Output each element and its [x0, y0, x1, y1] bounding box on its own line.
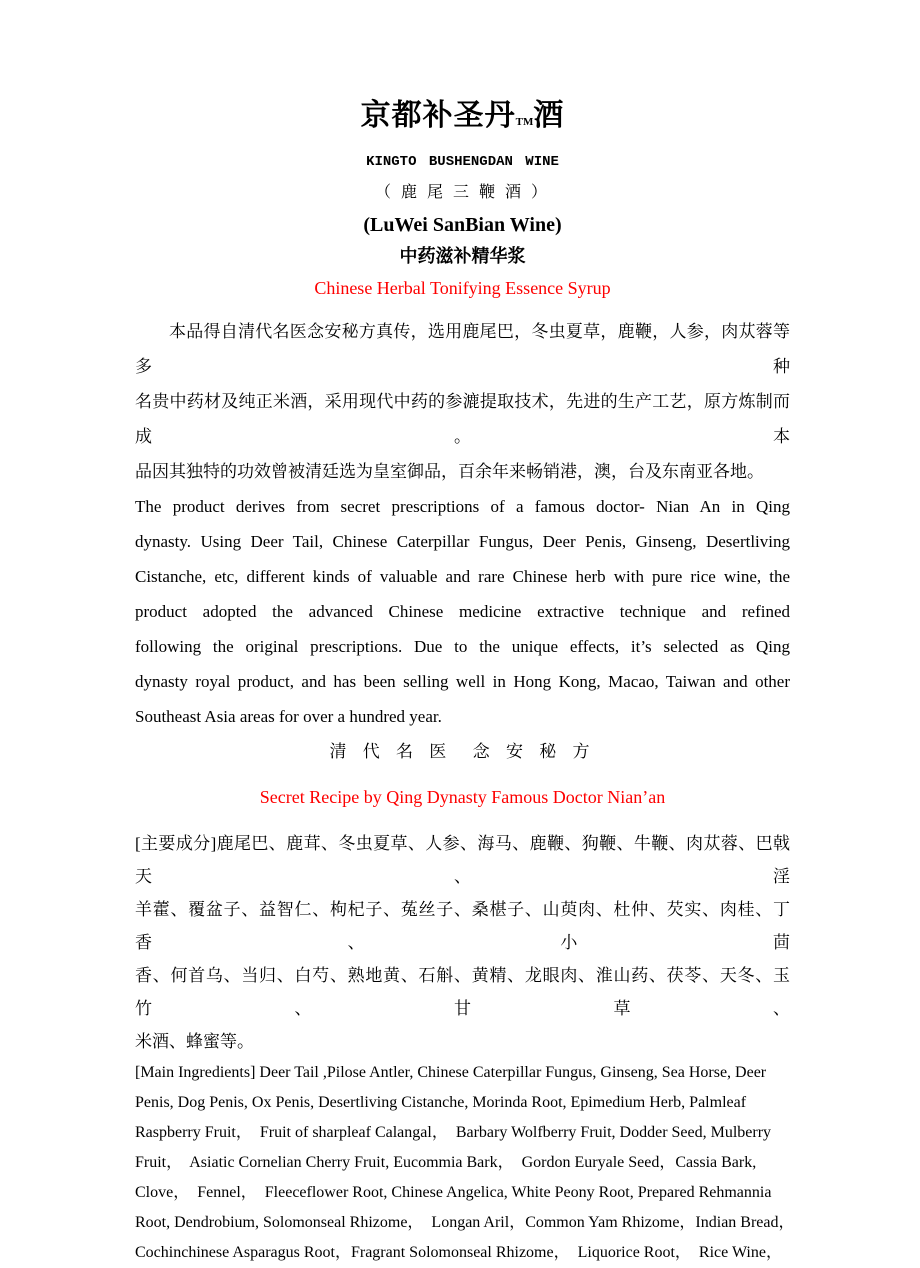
- product-title: [135, 96, 790, 142]
- ingredients-en-line: Penis, Dog Penis, Ox Penis, Desertliving Cistanche, Morinda Root, Epimedium Herb, Palmleaf: [135, 1094, 747, 1111]
- ingredients-en-line: Fruit， Asiatic Cornelian Cherry Fruit, Eucommia Bark， Gordon Euryale Seed，Cassia Bark,: [135, 1154, 757, 1171]
- ingredients-en-line: Clove， Fennel， Fleeceflower Root, Chinese Angelica, White Peony Root, Prepared Rehmannia: [135, 1184, 772, 1201]
- tagline-cn: 中药滋补精华浆: [399, 246, 526, 266]
- intro-en-line: Southeast Asia areas for over a hundred year.: [135, 707, 442, 726]
- intro-en-line: product adopted the advanced Chinese medicine extractive technique and refined: [135, 602, 790, 621]
- intro-cn-line: 品因其独特的功效曾被清廷选为皇室御品，百余年来畅销港，澳，台及东南亚各地。: [135, 462, 764, 481]
- ingredients-cn-line: 羊藿、覆盆子、益智仁、枸杞子、菟丝子、桑椹子、山萸肉、杜仲、芡实、肉桂、丁香、小茴: [135, 900, 790, 952]
- ingredients-en-line: Cochinchinese Asparagus Root，Fragrant Solomonseal Rhizome， Liquorice Root， Rice Wine，: [135, 1244, 782, 1261]
- ingredients-cn-line: 米酒、蜂蜜等。: [135, 1032, 254, 1051]
- intro-paragraphs: [135, 314, 790, 734]
- intro-en-line: dynasty royal product, and has been selling well in Hong Kong, Macao, Taiwan and other: [135, 672, 790, 691]
- main-ingredients-cn: [135, 827, 790, 1058]
- ingredients-cn-line: [主要成分]鹿尾巴、鹿茸、冬虫夏草、人参、海马、鹿鞭、狗鞭、牛鞭、肉苁蓉、巴戟天、淫: [135, 834, 790, 886]
- ingredients-cn-line: 香、何首乌、当归、白芍、熟地黄、石斛、黄精、龙眼肉、淮山药、茯苓、天冬、玉竹、甘草、: [135, 966, 790, 1018]
- intro-en-line: following the original prescriptions. Due to the unique effects, it’s selected as Qing: [135, 637, 790, 656]
- alias-name-en: (LuWei SanBian Wine): [363, 214, 562, 236]
- alias-name-cn: （ 鹿 尾 三 鞭 酒 ）: [374, 184, 550, 201]
- intro-cn-line: 本品得自清代名医念安秘方真传，选用鹿尾巴，冬虫夏草，鹿鞭，人参，肉苁蓉等多种: [135, 322, 790, 376]
- ingredients-en-line: Raspberry Fruit， Fruit of sharpleaf Calangal， Barbary Wolfberry Fruit, Dodder Seed, Mulberry: [135, 1124, 772, 1141]
- intro-en-line: dynasty. Using Deer Tail, Chinese Caterpillar Fungus, Deer Penis, Ginseng, Desertliving: [135, 532, 790, 551]
- recipe-heading-en: Secret Recipe by Qing Dynasty Famous Doctor Nian’an: [259, 787, 666, 807]
- product-title-cn: 京都补圣丹: [360, 99, 516, 132]
- product-title-cn-suffix: 酒: [533, 99, 565, 132]
- intro-cn-line: 名贵中药材及纯正米酒，采用现代中药的参漉提取技术，先进的生产工艺，原方炼制而成。本: [135, 392, 790, 446]
- intro-en-line: The product derives from secret prescriptions of a famous doctor- Nian An in Qing: [135, 497, 790, 516]
- trademark-mark: TM: [515, 116, 534, 128]
- product-title-en: KINGTO BUSHENGDAN WINE: [366, 154, 559, 170]
- intro-en-line: Cistanche, etc, different kinds of valuable and rare Chinese herb with pure rice wine, the: [135, 567, 790, 586]
- recipe-heading-cn: 清 代 名 医 念 安 秘 方: [329, 742, 596, 761]
- tagline-en: Chinese Herbal Tonifying Essence Syrup: [314, 278, 611, 298]
- ingredients-en-line: Root, Dendrobium, Solomonseal Rhizome， Longan Aril，Common Yam Rhizome，Indian Bread，: [135, 1214, 795, 1231]
- main-ingredients-en: [135, 1058, 795, 1268]
- ingredients-en-line: [Main Ingredients] Deer Tail ,Pilose Antler, Chinese Caterpillar Fungus, Ginseng, Sea Horse, Deer: [135, 1064, 767, 1081]
